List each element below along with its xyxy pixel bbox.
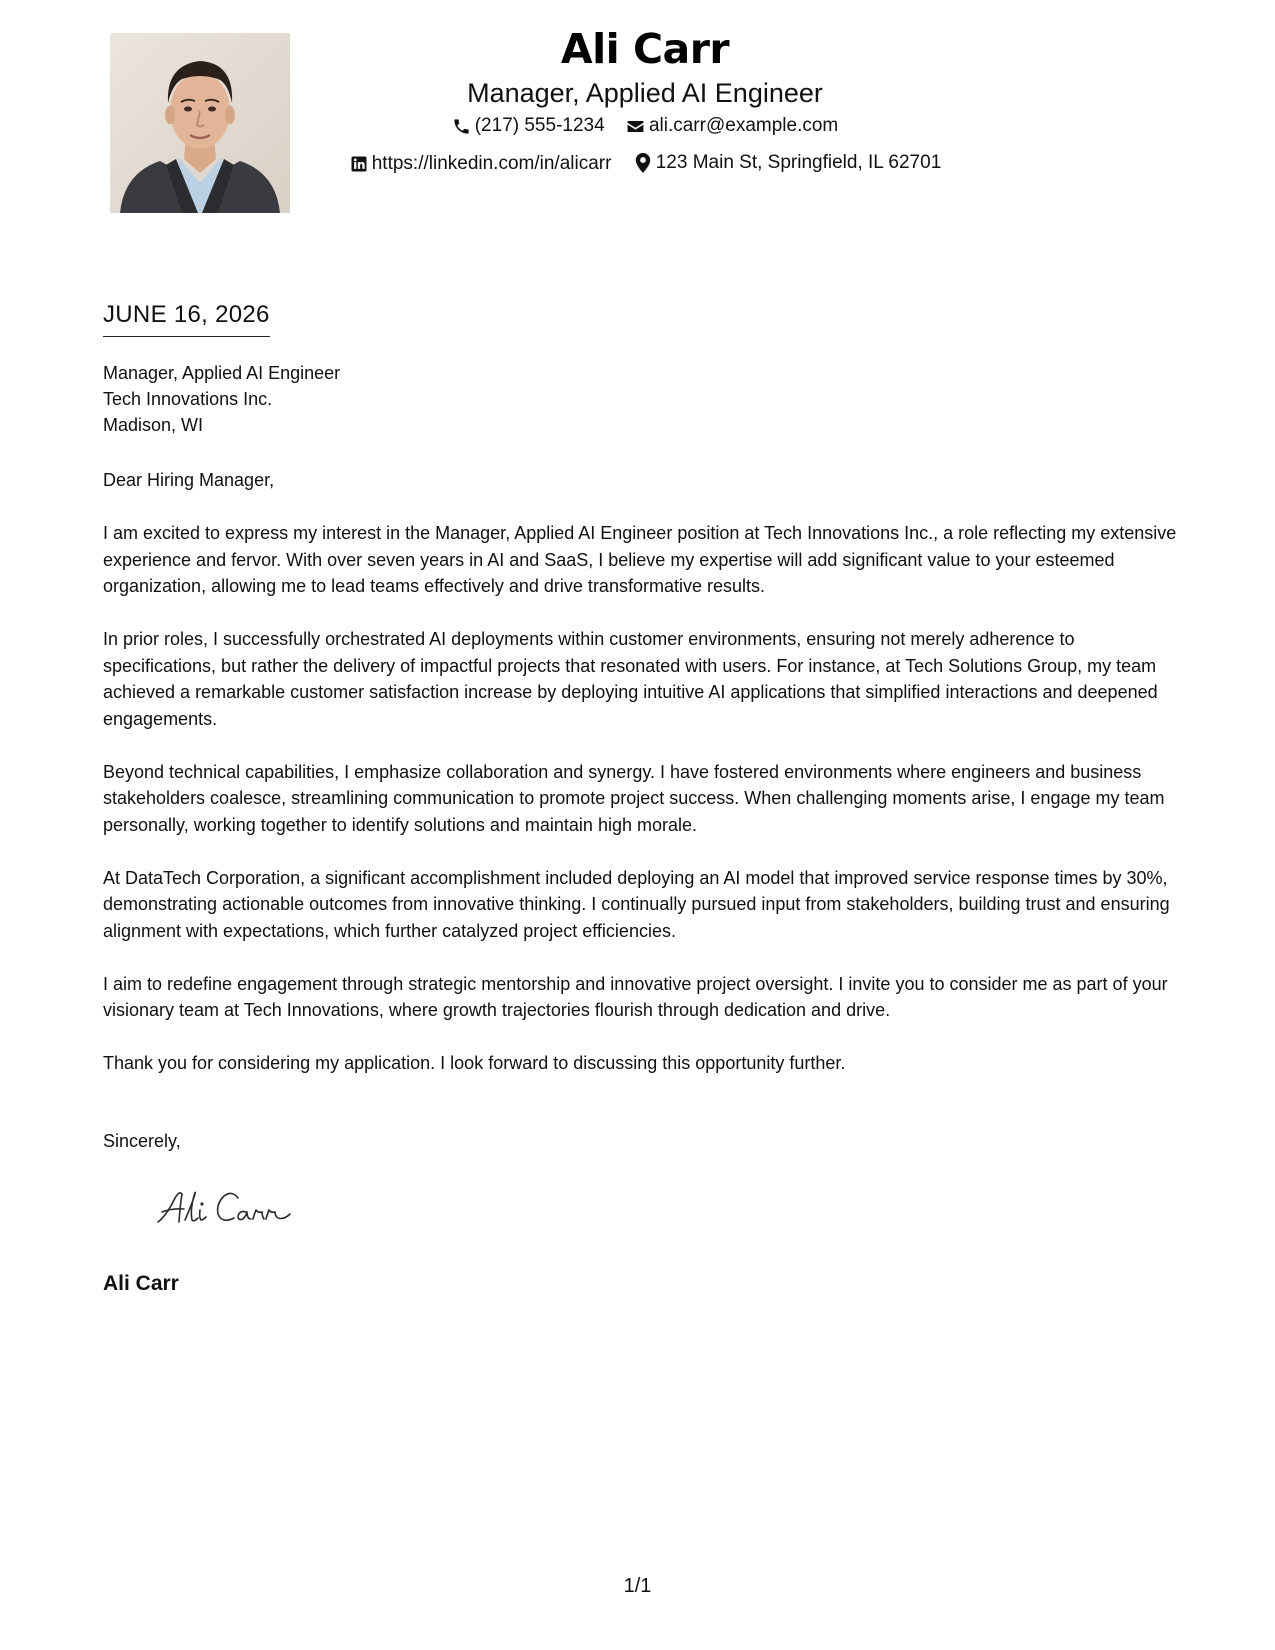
paragraph: I aim to redefine engagement through strategic mentorship and innovative project oversight. I invite you to consider me as part of your visionary team at Tech Innovations, where growth trajectories flourish through dedication and drive. <box>103 973 1168 1020</box>
salutation: Dear Hiring Manager, <box>103 470 275 490</box>
letter-date: JUNE 16, 2026 <box>103 299 270 337</box>
recipient-location: Madison, WI <box>103 415 204 435</box>
letter-body <box>103 467 1183 1103</box>
email-contact[interactable] <box>626 110 838 142</box>
paragraph: I am excited to express my interest in the Manager, Applied AI Engineer position at Tech Innovations Inc., a role reflecting my extensive experience and fervor. With over seven years in AI and SaaS, I believe my expertise will add significant value to your esteemed organization, allowing me to lead teams effectively and drive transformative results. <box>103 523 1177 596</box>
linkedin-contact[interactable] <box>349 148 612 180</box>
envelope-icon <box>626 116 646 136</box>
recipient-block <box>103 360 340 438</box>
map-marker-icon <box>633 153 653 173</box>
paragraph: At DataTech Corporation, a significant accomplishment included deploying an AI model that improved service response times by 30%, demonstrating actionable outcomes from innovative thinking. I continually pursued input from stakeholders, building trust and ensuring alignment with expectations, which further catalyzed project efficiencies. <box>103 867 1170 941</box>
phone-text: (217) 555-1234 <box>474 115 605 136</box>
letter-header <box>300 22 990 184</box>
recipient-position: Manager, Applied AI Engineer <box>103 363 341 383</box>
handwritten-signature <box>152 1182 322 1232</box>
paragraph: In prior roles, I successfully orchestrated AI deployments within customer environments, ensuring not merely adherence to specifications, but rather the delivery of impactful projects that resonated with users. For instance, at Tech Solutions Group, my team achieved a remarkable customer satisfaction increase by deploying intuitive AI applications that simplified interactions and deepened engagements. <box>103 629 1158 729</box>
contact-line-primary <box>300 110 990 147</box>
signer-name: Ali Carr <box>103 1272 179 1295</box>
phone-contact <box>452 110 605 142</box>
page-number: 1/1 <box>623 1575 652 1597</box>
phone-icon <box>452 116 472 136</box>
applicant-name: Ali Carr <box>560 25 730 73</box>
paragraph: Thank you for considering my application. I look forward to discussing this opportunity further. <box>103 1053 846 1073</box>
linkedin-text: https://linkedin.com/in/alicarr <box>371 152 612 174</box>
address-contact <box>633 147 942 179</box>
email-text: ali.carr@example.com <box>648 115 839 136</box>
closing: Sincerely, <box>103 1131 181 1151</box>
applicant-title: Manager, Applied AI Engineer <box>467 78 823 108</box>
address-text: 123 Main St, Springfield, IL 62701 <box>655 151 942 173</box>
recipient-company: Tech Innovations Inc. <box>103 389 273 409</box>
linkedin-icon <box>349 154 369 174</box>
paragraph: Beyond technical capabilities, I emphasize collaboration and synergy. I have fostered environments where engineers and business stakeholders coalesce, streamlining communication to promote project success. When challenging moments arise, I engage my team personally, working together to identify solutions and maintain high morale. <box>103 761 1165 835</box>
contact-line-secondary <box>300 147 990 184</box>
profile-photo <box>110 33 290 213</box>
